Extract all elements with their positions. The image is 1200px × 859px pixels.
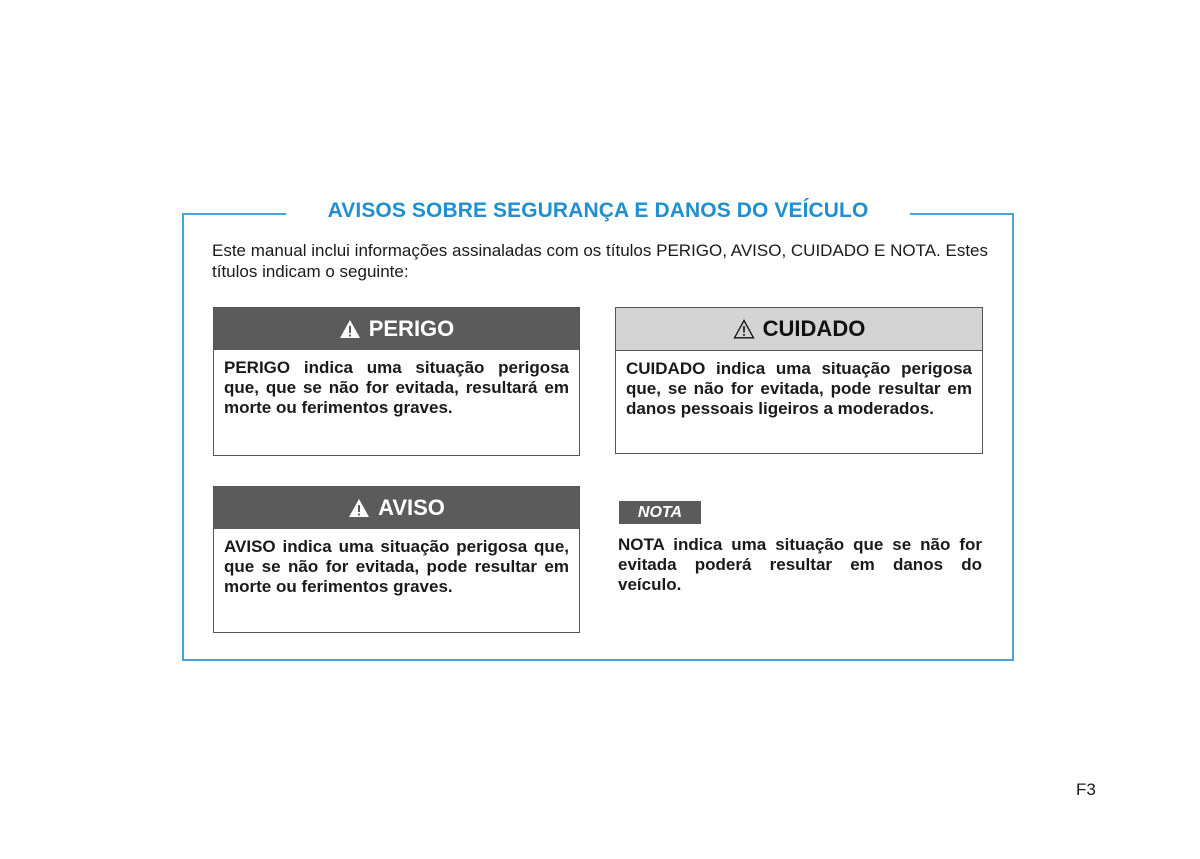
warning-triangle-filled-icon	[339, 319, 361, 339]
warning-triangle-outline-icon	[733, 319, 755, 339]
cuidado-text: CUIDADO indica uma situação perigosa que, se não for evitada, pode resultar em danos pessoais ligeiros a moderados.	[626, 359, 972, 418]
page-number: F3	[1076, 780, 1096, 799]
aviso-text: AVISO indica uma situação perigosa que, que se não for evitada, pode resultar em morte ou ferimentos graves.	[224, 537, 569, 596]
aviso-box	[213, 486, 580, 633]
nota-text: NOTA indica uma situação que se não for evitada poderá resultar em danos do veículo.	[618, 535, 982, 594]
nota-badge: NOTA	[619, 501, 701, 524]
cuidado-header	[616, 308, 982, 351]
cuidado-label: CUIDADO	[762, 316, 866, 341]
perigo-text: PERIGO indica uma situação perigosa que, que se não for evitada, resultará em morte ou ferimentos graves.	[224, 358, 569, 417]
intro-paragraph: Este manual inclui informações assinaladas com os títulos PERIGO, AVISO, CUIDADO E NOTA. Estes títulos indicam o seguinte:	[212, 241, 988, 281]
aviso-header	[214, 487, 579, 529]
perigo-label: PERIGO	[368, 316, 455, 341]
perigo-header	[214, 308, 579, 350]
cuidado-box	[615, 307, 983, 454]
aviso-label: AVISO	[378, 495, 445, 520]
warning-triangle-filled-icon	[348, 498, 370, 518]
perigo-box	[213, 307, 580, 456]
section-title: AVISOS SOBRE SEGURANÇA E DANOS DO VEÍCULO	[286, 196, 910, 226]
